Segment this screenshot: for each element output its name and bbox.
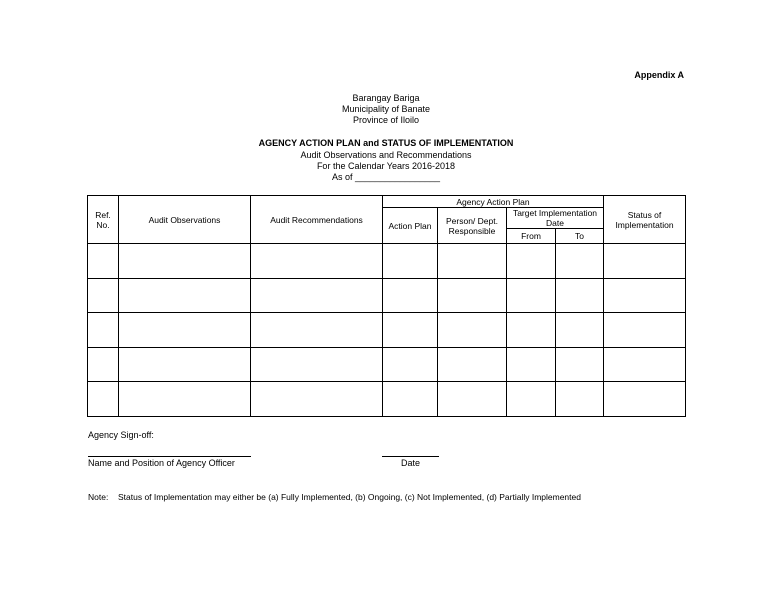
table-cell [507,244,556,279]
table-cell [507,382,556,417]
barangay-name: Barangay Bariga [352,93,420,103]
table-cell [383,313,438,348]
table-cell [383,347,438,382]
table-cell [556,278,604,313]
action-plan-table [87,195,686,417]
table-cell [604,382,686,417]
table-cell [119,382,251,417]
subtitle-line-1: Audit Observations and Recommendations [300,150,472,160]
table-cell [383,244,438,279]
municipality-name: Municipality of Banate [341,104,431,114]
header-status: Status of Implementation [604,196,686,244]
table-cell [556,313,604,348]
table-cell [251,278,383,313]
date-signature-line [382,456,439,457]
table-cell [604,244,686,279]
table-cell [507,313,556,348]
subtitle-line-3: As of _________________ [331,172,441,182]
table-cell [251,382,383,417]
document-subtitle [0,150,768,183]
table-cell [507,347,556,382]
header-ref-no: Ref. No. [88,196,119,244]
table-row [88,244,686,279]
table-cell [438,244,507,279]
table-cell [119,278,251,313]
header-to: To [556,229,604,244]
table-row [88,347,686,382]
table-cell [438,278,507,313]
appendix-label: Appendix A [634,70,684,80]
province-name: Province of Iloilo [352,115,420,125]
subtitle-line-2: For the Calendar Years 2016-2018 [316,161,456,171]
table-cell [88,278,119,313]
header-from: From [507,229,556,244]
name-position-label: Name and Position of Agency Officer [88,458,235,468]
table-cell [604,278,686,313]
header-action-plan: Action Plan [383,208,438,244]
table-cell [438,347,507,382]
table-cell [604,347,686,382]
table-cell [556,347,604,382]
office-header [0,93,768,126]
table-cell [438,313,507,348]
document-title: AGENCY ACTION PLAN and STATUS OF IMPLEMENTATION [258,138,514,148]
signoff-label: Agency Sign-off: [88,430,154,440]
name-signature-line [88,456,251,457]
table-body [88,244,686,417]
table-cell [119,313,251,348]
table-cell [507,278,556,313]
table-cell [604,313,686,348]
note-text: Status of Implementation may either be (a) Fully Implemented, (b) Ongoing, (c) Not Implemented, (d) Partially Implemented [118,492,581,502]
table-cell [251,244,383,279]
table-cell [383,278,438,313]
table-row [88,278,686,313]
table-cell [119,347,251,382]
header-target-date: Target Implementation Date [507,208,604,229]
table-cell [251,313,383,348]
table-row [88,313,686,348]
table-cell [88,382,119,417]
table-cell [88,347,119,382]
table-cell [88,313,119,348]
header-person-dept: Person/ Dept. Responsible [438,208,507,244]
note-label: Note: [88,492,109,502]
table-cell [438,382,507,417]
header-audit-recommendations: Audit Recommendations [251,196,383,244]
table-cell [251,347,383,382]
table-cell [556,382,604,417]
header-audit-observations: Audit Observations [119,196,251,244]
header-agency-action-plan: Agency Action Plan [383,196,604,208]
table-cell [88,244,119,279]
table-cell [556,244,604,279]
table-cell [383,382,438,417]
table-cell [119,244,251,279]
table-row [88,382,686,417]
note [88,492,581,502]
date-label: Date [400,458,420,468]
